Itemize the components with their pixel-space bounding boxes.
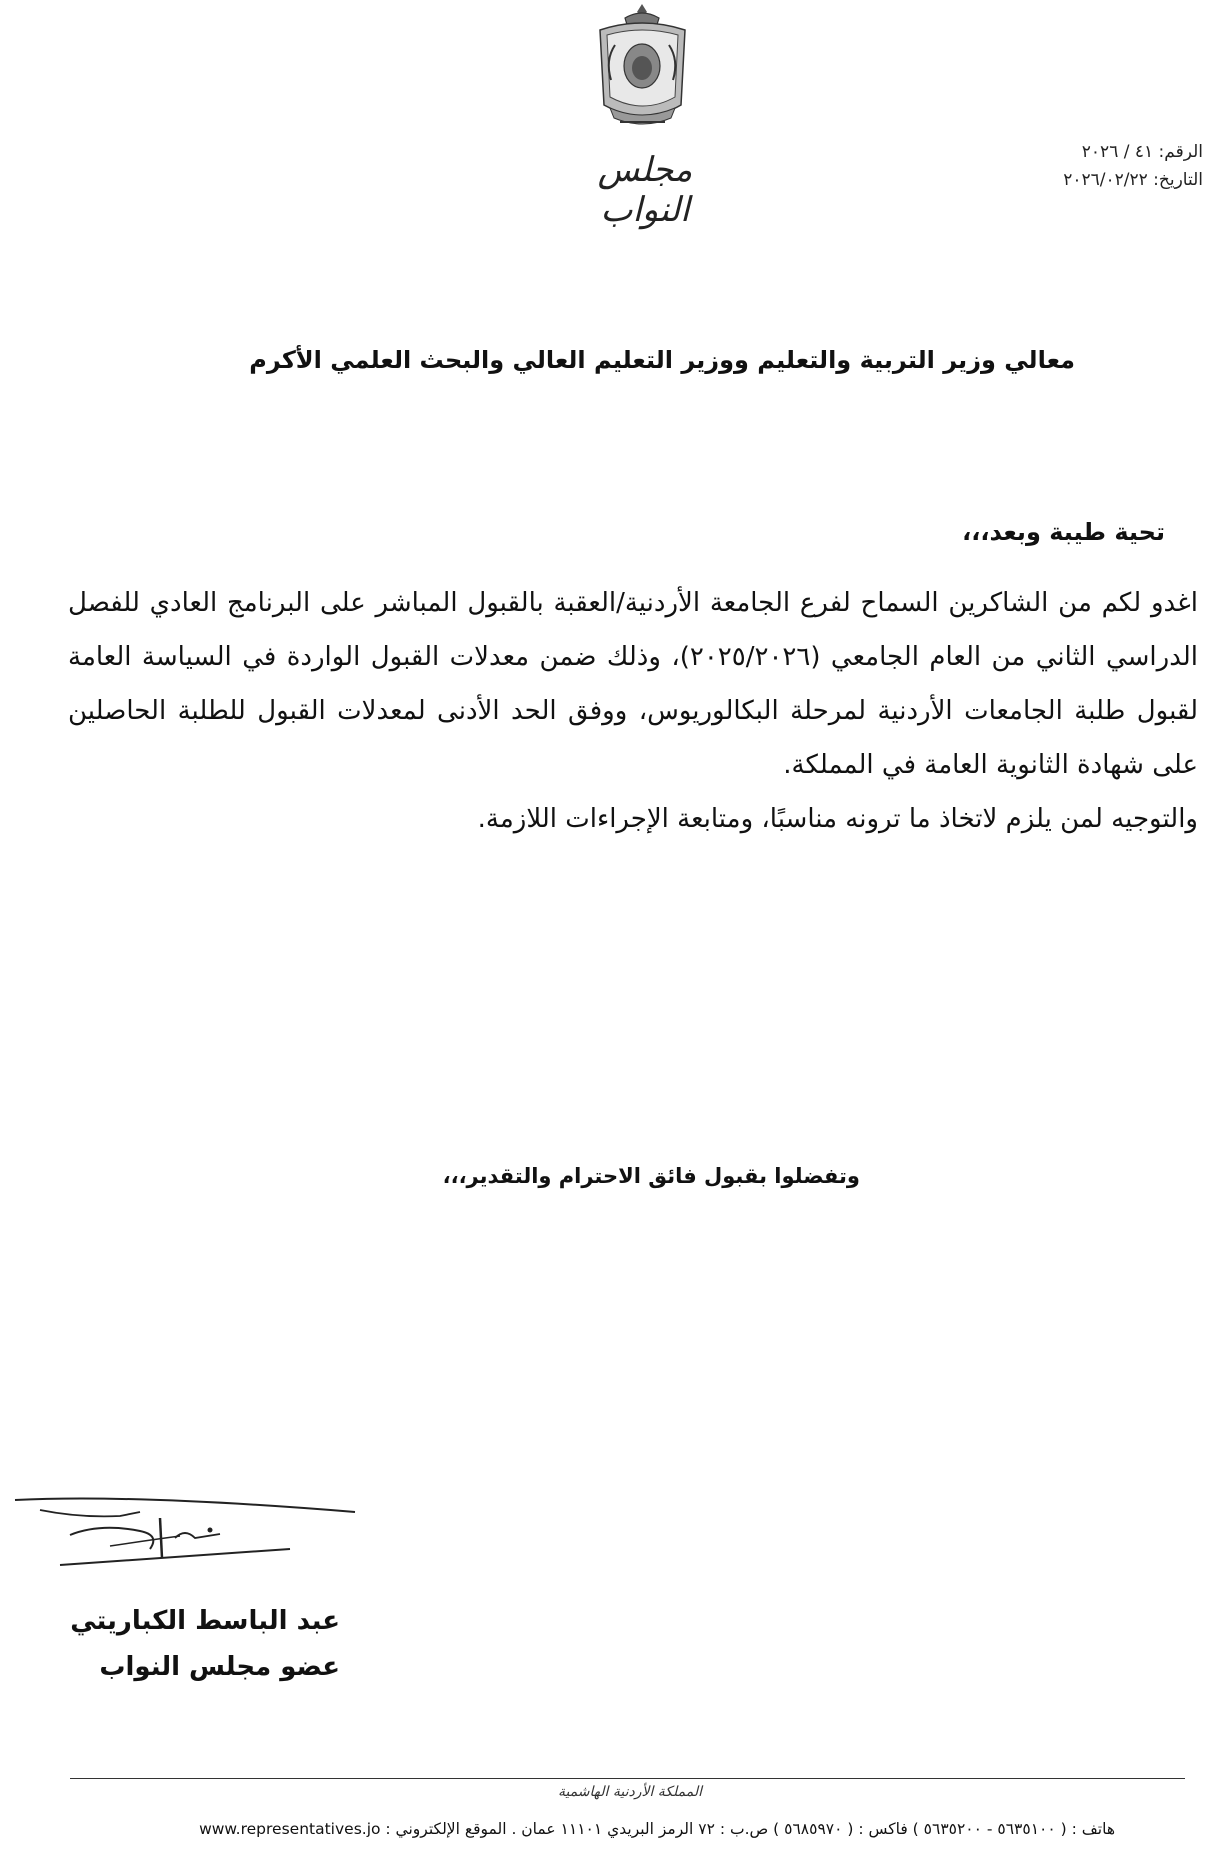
- reference-number-row: [983, 138, 1203, 166]
- body-paragraph: اغدو لكم من الشاكرين السماح لفرع الجامعة الأردنية/العقبة بالقبول المباشر على البرنامج العادي للفصل الدراسي الثاني من العام الجامعي (٢٠٢٥/٢٠٢٦)، وذلك ضمن معدلات القبول الواردة في السياسة العامة لقبول طلبة الجامعات الأردنية لمرحلة البكالوريوس، ووفق الحد الأدنى لمعدلات القبول للطلبة الحاصلين على شهادة الثانوية العامة في المملكة.: [68, 588, 1199, 780]
- date-value: ٢٠٢٦/٠٢/٢٢: [1063, 170, 1148, 190]
- date-row: [983, 166, 1203, 194]
- reference-label: الرقم:: [1158, 142, 1203, 162]
- body-paragraph: والتوجيه لمن يلزم لاتخاذ ما ترونه مناسبًا، ومتابعة الإجراءات اللازمة.: [477, 804, 1198, 834]
- footer-divider: [70, 1778, 1185, 1779]
- reference-value: ٤١ / ٢٠٢٦: [1081, 142, 1154, 162]
- letter-meta: [983, 138, 1203, 194]
- signatory-name: عبد الباسط الكباريتي: [70, 1606, 340, 1636]
- signatory-block: [60, 1598, 340, 1690]
- footer-contact-info: هاتف : ( ٥٦٣٥١٠٠ - ٥٦٣٥٢٠٠ ) فاكس : ( ٥٦٨٥٩٧٠ ) ص.ب : ٧٢ الرمز البريدي ١١١٠١ عمان . الموقع الإلكتروني : www.representatives.jo: [199, 1820, 1115, 1838]
- council-logo: مجلس النواب: [597, 150, 693, 230]
- greeting: تحية طيبة وبعد،،،: [962, 518, 1165, 546]
- signatory-title: عضو مجلس النواب: [99, 1652, 340, 1682]
- addressee: معالي وزير التربية والتعليم ووزير التعليم العالي والبحث العلمي الأكرم: [249, 346, 1075, 374]
- handwritten-signature-icon: [10, 1490, 360, 1585]
- letter-body: [68, 576, 1198, 846]
- jordan-royal-emblem-icon: [585, 0, 700, 135]
- closing-line: وتفضلوا بقبول فائق الاحترام والتقدير،،،: [442, 1164, 860, 1188]
- date-label: التاريخ:: [1153, 170, 1203, 190]
- footer-kingdom-text: المملكة الأردنية الهاشمية: [557, 1784, 703, 1800]
